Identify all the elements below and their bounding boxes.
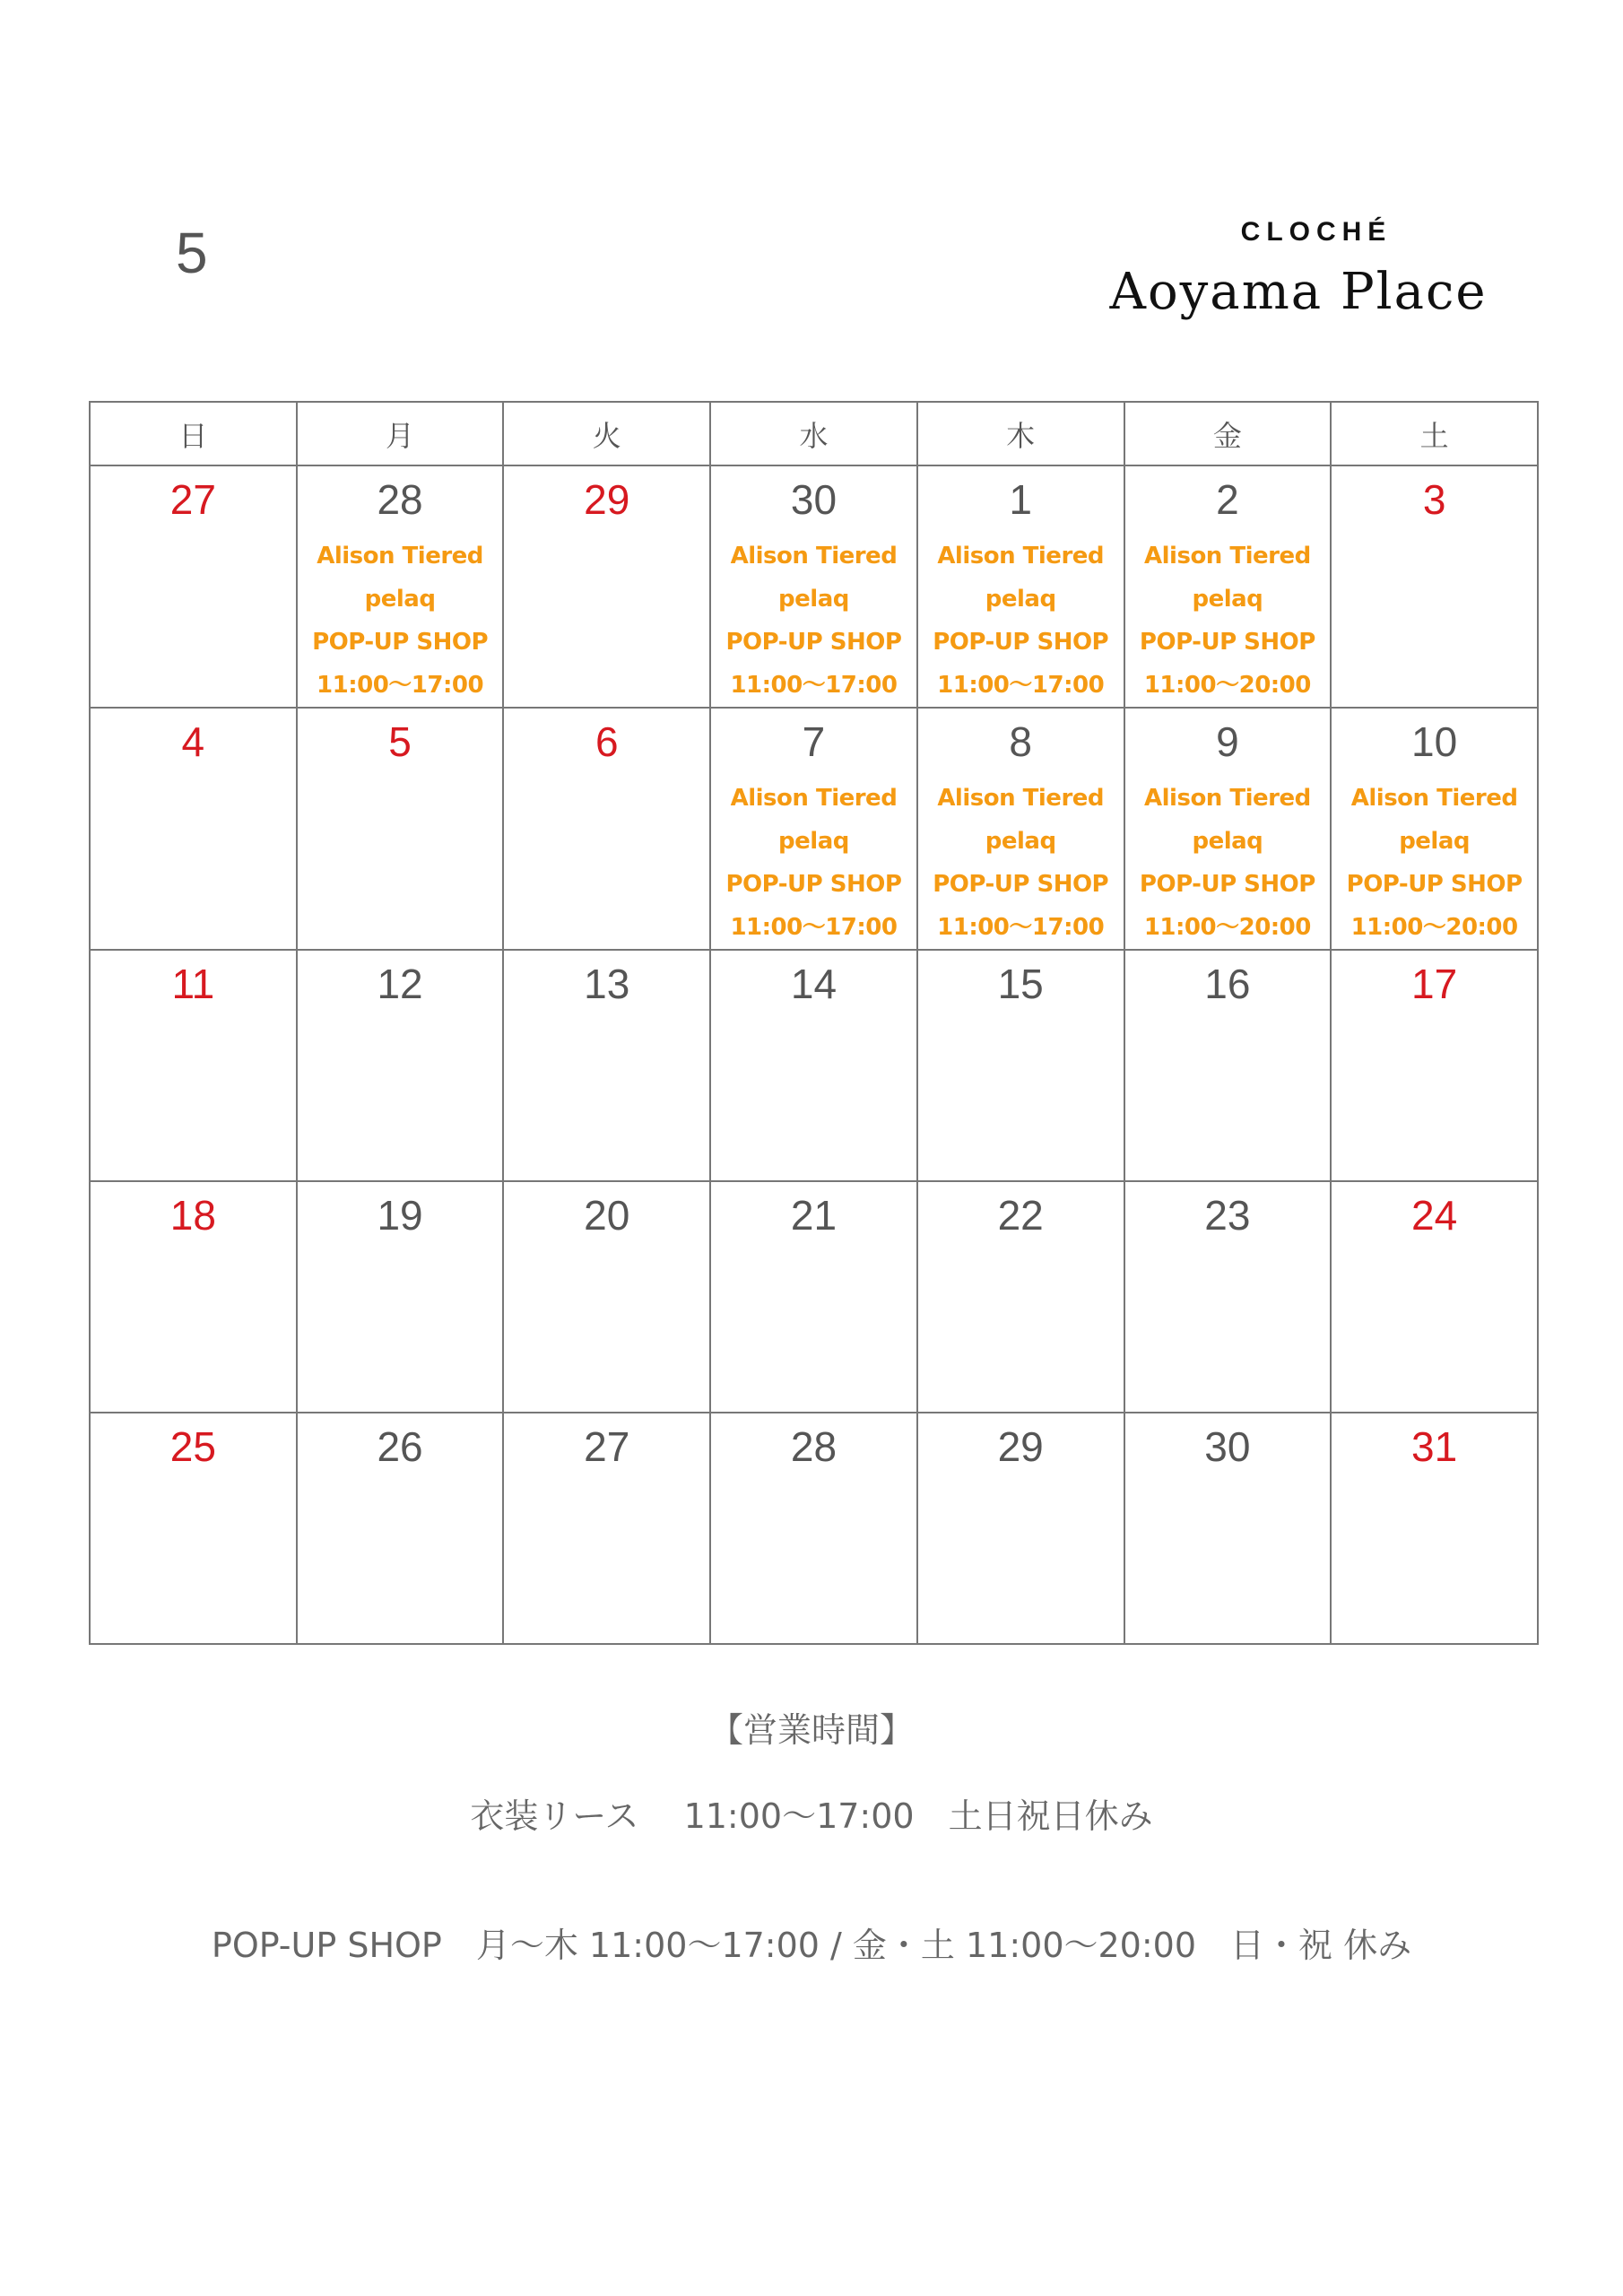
calendar-body xyxy=(90,465,1538,1644)
brand-logo-top: CLOCHÉ xyxy=(1240,217,1393,247)
calendar-day-cell xyxy=(503,950,710,1181)
calendar-day-cell xyxy=(90,1413,297,1644)
event-block xyxy=(918,535,1124,707)
calendar-day-cell xyxy=(917,1413,1124,1644)
calendar-day-cell xyxy=(917,708,1124,950)
event-line: POP-UP SHOP xyxy=(725,871,902,898)
event-line: POP-UP SHOP xyxy=(1139,629,1315,656)
day-number: 4 xyxy=(181,718,205,765)
weekday-sun: 日 xyxy=(90,402,297,465)
event-line: 11:00〜20:00 xyxy=(1143,672,1311,699)
weekday-sat: 土 xyxy=(1331,402,1538,465)
day-number: 11 xyxy=(171,961,215,1007)
event-line: pelaq xyxy=(985,586,1056,613)
weekday-mon: 月 xyxy=(297,402,504,465)
calendar-day-cell xyxy=(90,1181,297,1413)
event-line: pelaq xyxy=(778,586,849,613)
calendar-day-cell xyxy=(917,465,1124,708)
calendar-day-cell xyxy=(710,950,917,1181)
event-line: Alison Tiered xyxy=(1350,785,1518,812)
event-line: 11:00〜17:00 xyxy=(937,672,1105,699)
day-number: 21 xyxy=(790,1192,838,1239)
day-number: 15 xyxy=(997,961,1044,1007)
weekday-tue: 火 xyxy=(503,402,710,465)
weekday-header-row xyxy=(90,402,1538,465)
day-number: 7 xyxy=(802,718,826,765)
day-number: 26 xyxy=(377,1423,423,1470)
event-block xyxy=(711,777,916,949)
day-number: 3 xyxy=(1422,476,1446,523)
day-number: 18 xyxy=(169,1192,216,1239)
day-number: 29 xyxy=(997,1423,1044,1470)
calendar-day-cell xyxy=(503,465,710,708)
calendar-day-cell xyxy=(297,950,504,1181)
brand-logo xyxy=(1074,217,1523,321)
day-number: 8 xyxy=(1009,718,1032,765)
calendar-day-cell xyxy=(297,465,504,708)
brand-logo-main: Aoyama Place xyxy=(1109,263,1488,321)
calendar-day-cell xyxy=(90,950,297,1181)
event-line: 11:00〜20:00 xyxy=(1350,914,1518,941)
event-line: Alison Tiered xyxy=(937,785,1105,812)
day-number: 20 xyxy=(584,1192,630,1239)
calendar-day-cell xyxy=(710,1413,917,1644)
event-line: 11:00〜17:00 xyxy=(317,672,484,699)
event-block xyxy=(1332,777,1537,949)
calendar-day-cell xyxy=(503,1413,710,1644)
calendar-day-cell xyxy=(503,1181,710,1413)
day-number: 24 xyxy=(1411,1192,1458,1239)
calendar-day-cell xyxy=(917,950,1124,1181)
calendar-day-cell xyxy=(710,465,917,708)
calendar-day-cell xyxy=(90,708,297,950)
event-line: Alison Tiered xyxy=(317,543,483,570)
calendar-week-row xyxy=(90,1413,1538,1644)
event-line: pelaq xyxy=(1192,828,1263,855)
event-line: 11:00〜17:00 xyxy=(730,914,898,941)
day-number: 27 xyxy=(584,1423,630,1470)
calendar-day-cell xyxy=(1331,1181,1538,1413)
calendar-day-cell xyxy=(1124,1413,1332,1644)
calendar-day-cell xyxy=(90,465,297,708)
calendar-day-cell xyxy=(710,1181,917,1413)
day-number: 28 xyxy=(377,476,423,523)
day-number: 23 xyxy=(1204,1192,1251,1239)
day-number: 30 xyxy=(790,476,838,523)
weekday-fri: 金 xyxy=(1124,402,1332,465)
event-line: Alison Tiered xyxy=(730,543,898,570)
calendar-day-cell xyxy=(1331,708,1538,950)
calendar-day-cell xyxy=(297,1413,504,1644)
calendar-day-cell xyxy=(1331,465,1538,708)
calendar-day-cell xyxy=(1124,465,1332,708)
event-line: POP-UP SHOP xyxy=(725,629,902,656)
day-number: 6 xyxy=(595,718,619,765)
calendar-day-cell xyxy=(1331,950,1538,1181)
day-number: 17 xyxy=(1411,961,1458,1007)
calendar-day-cell xyxy=(1124,950,1332,1181)
calendar-week-row xyxy=(90,465,1538,708)
calendar-day-cell xyxy=(503,708,710,950)
day-number: 22 xyxy=(997,1192,1044,1239)
day-number: 31 xyxy=(1411,1423,1458,1470)
calendar-week-row xyxy=(90,950,1538,1181)
event-line: POP-UP SHOP xyxy=(933,871,1109,898)
event-line: Alison Tiered xyxy=(1144,785,1311,812)
day-number: 13 xyxy=(584,961,630,1007)
calendar-day-cell xyxy=(710,708,917,950)
event-line: pelaq xyxy=(1399,828,1471,855)
calendar-day-cell xyxy=(917,1181,1124,1413)
day-number: 19 xyxy=(377,1192,423,1239)
day-number: 14 xyxy=(790,961,838,1007)
event-block xyxy=(298,535,503,707)
calendar-day-cell xyxy=(1331,1413,1538,1644)
calendar-week-row xyxy=(90,708,1538,950)
calendar-day-cell xyxy=(297,708,504,950)
month-label: 5 xyxy=(176,221,208,285)
event-line: POP-UP SHOP xyxy=(933,629,1109,656)
day-number: 5 xyxy=(388,718,412,765)
event-line: POP-UP SHOP xyxy=(1346,871,1523,898)
day-number: 10 xyxy=(1411,718,1458,765)
day-number: 9 xyxy=(1216,718,1239,765)
event-line: POP-UP SHOP xyxy=(312,629,489,656)
event-line: POP-UP SHOP xyxy=(1139,871,1315,898)
event-line: Alison Tiered xyxy=(730,785,898,812)
weekday-wed: 水 xyxy=(710,402,917,465)
event-block xyxy=(918,777,1124,949)
calendar-day-cell xyxy=(1124,1181,1332,1413)
day-number: 29 xyxy=(584,476,630,523)
event-line: Alison Tiered xyxy=(937,543,1105,570)
event-line: pelaq xyxy=(364,586,436,613)
day-number: 1 xyxy=(1009,476,1032,523)
event-line: 11:00〜20:00 xyxy=(1143,914,1311,941)
day-number: 27 xyxy=(169,476,216,523)
day-number: 12 xyxy=(377,961,423,1007)
day-number: 28 xyxy=(790,1423,838,1470)
calendar-week-row xyxy=(90,1181,1538,1413)
business-hours-title: 【営業時間】 xyxy=(708,1710,914,1750)
event-line: pelaq xyxy=(1192,586,1263,613)
event-line: 11:00〜17:00 xyxy=(937,914,1105,941)
weekday-thu: 木 xyxy=(917,402,1124,465)
event-line: pelaq xyxy=(778,828,849,855)
event-line: pelaq xyxy=(985,828,1056,855)
calendar-grid xyxy=(89,401,1539,1645)
event-block xyxy=(711,535,916,707)
day-number: 2 xyxy=(1216,476,1239,523)
event-block xyxy=(1125,777,1331,949)
calendar-day-cell xyxy=(1124,708,1332,950)
day-number: 30 xyxy=(1204,1423,1251,1470)
event-block xyxy=(1125,535,1331,707)
day-number: 16 xyxy=(1204,961,1251,1007)
event-line: Alison Tiered xyxy=(1144,543,1311,570)
calendar-day-cell xyxy=(297,1181,504,1413)
popup-hours-text: POP-UP SHOP 月〜木 11:00〜17:00 / 金・土 11:00〜20:00 日・祝 休み xyxy=(211,1926,1412,1965)
day-number: 25 xyxy=(169,1423,216,1470)
rental-hours-text: 衣装リース 11:00〜17:00 土日祝日休み xyxy=(470,1796,1153,1836)
event-line: 11:00〜17:00 xyxy=(730,672,898,699)
